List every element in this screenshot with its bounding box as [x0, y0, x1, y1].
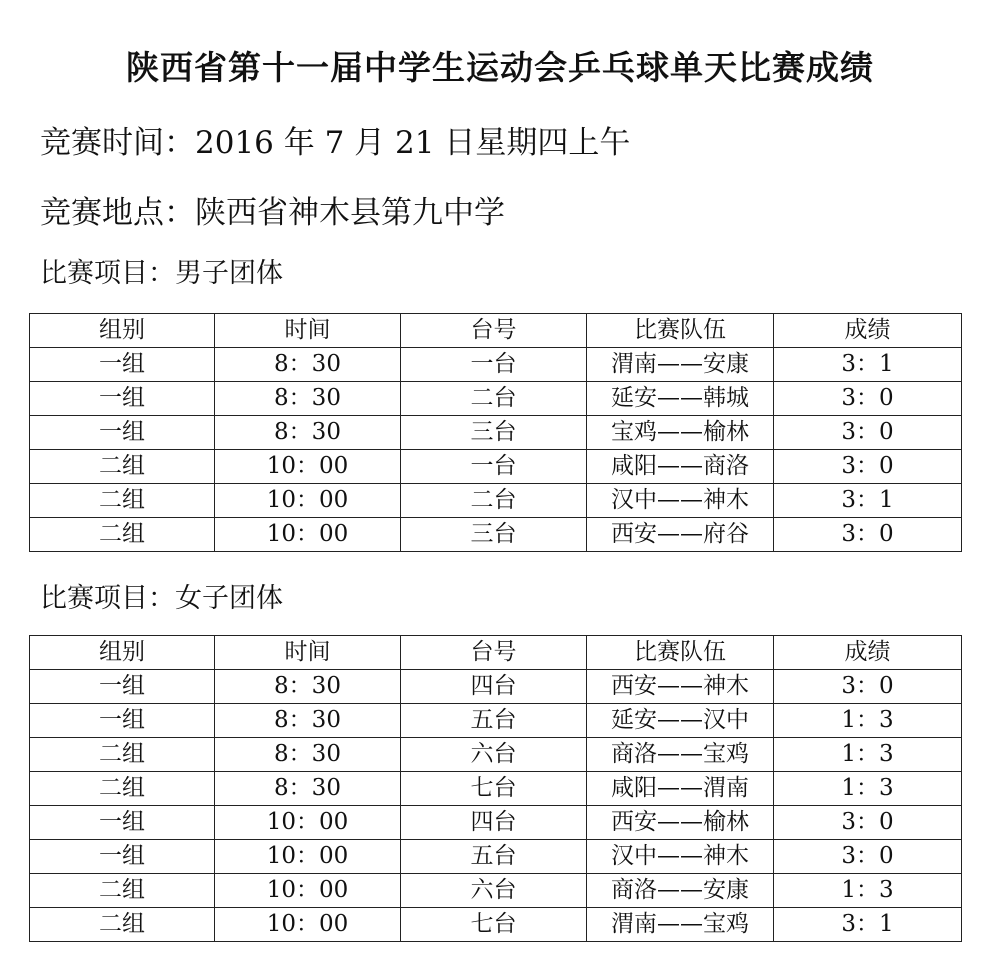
cell-time: 10：00	[215, 450, 401, 484]
cell-table-number: 七台	[401, 772, 587, 806]
competition-time: 竞赛时间：2016 年 7 月 21 日星期四上午	[40, 125, 631, 161]
header-table-number: 台号	[401, 314, 587, 348]
cell-time: 8：30	[215, 704, 401, 738]
cell-time: 8：30	[215, 670, 401, 704]
event-label-men-team: 比赛项目：男子团体	[40, 258, 283, 289]
cell-teams: 汉中——神木	[587, 484, 774, 518]
cell-teams: 延安——汉中	[587, 704, 774, 738]
cell-time: 8：30	[215, 416, 401, 450]
cell-table-number: 五台	[401, 840, 587, 874]
cell-teams: 宝鸡——榆林	[587, 416, 774, 450]
cell-teams: 西安——府谷	[587, 518, 774, 552]
cell-group: 一组	[30, 704, 215, 738]
women-team-results-table	[29, 635, 962, 942]
table-row	[30, 908, 962, 942]
table-header-row	[30, 636, 962, 670]
cell-time: 10：00	[215, 806, 401, 840]
table-header-row	[30, 314, 962, 348]
header-group: 组别	[30, 636, 215, 670]
table-row	[30, 484, 962, 518]
cell-time: 10：00	[215, 908, 401, 942]
cell-table-number: 一台	[401, 450, 587, 484]
cell-score: 3：0	[774, 670, 962, 704]
cell-teams: 商洛——宝鸡	[587, 738, 774, 772]
cell-teams: 延安——韩城	[587, 382, 774, 416]
cell-time: 8：30	[215, 382, 401, 416]
men-team-rows	[30, 348, 962, 552]
cell-table-number: 四台	[401, 670, 587, 704]
cell-teams: 咸阳——商洛	[587, 450, 774, 484]
cell-time: 8：30	[215, 772, 401, 806]
event-label-women-team: 比赛项目：女子团体	[40, 583, 283, 614]
cell-group: 二组	[30, 484, 215, 518]
cell-score: 1：3	[774, 738, 962, 772]
cell-time: 10：00	[215, 874, 401, 908]
cell-table-number: 三台	[401, 416, 587, 450]
cell-score: 3：0	[774, 382, 962, 416]
table-row	[30, 348, 962, 382]
cell-group: 一组	[30, 382, 215, 416]
competition-venue: 竞赛地点：陕西省神木县第九中学	[40, 195, 505, 231]
men-team-results-table	[29, 313, 962, 552]
cell-score: 3：1	[774, 908, 962, 942]
page-title: 陕西省第十一届中学生运动会乒乓球单天比赛成绩	[126, 48, 874, 87]
cell-group: 一组	[30, 416, 215, 450]
header-score: 成绩	[774, 314, 962, 348]
cell-table-number: 七台	[401, 908, 587, 942]
cell-score: 1：3	[774, 704, 962, 738]
table-row	[30, 416, 962, 450]
header-teams: 比赛队伍	[587, 636, 774, 670]
table-row	[30, 874, 962, 908]
header-score: 成绩	[774, 636, 962, 670]
cell-score: 3：0	[774, 840, 962, 874]
cell-group: 一组	[30, 806, 215, 840]
cell-group: 二组	[30, 874, 215, 908]
cell-teams: 西安——榆林	[587, 806, 774, 840]
cell-table-number: 六台	[401, 738, 587, 772]
cell-score: 1：3	[774, 874, 962, 908]
cell-table-number: 一台	[401, 348, 587, 382]
cell-group: 二组	[30, 450, 215, 484]
cell-table-number: 五台	[401, 704, 587, 738]
cell-score: 3：0	[774, 450, 962, 484]
cell-score: 3：0	[774, 416, 962, 450]
cell-group: 一组	[30, 840, 215, 874]
cell-table-number: 三台	[401, 518, 587, 552]
cell-group: 一组	[30, 670, 215, 704]
header-time: 时间	[215, 314, 401, 348]
women-team-rows	[30, 670, 962, 942]
table-row	[30, 840, 962, 874]
cell-teams: 咸阳——渭南	[587, 772, 774, 806]
cell-teams: 汉中——神木	[587, 840, 774, 874]
header-time: 时间	[215, 636, 401, 670]
cell-time: 10：00	[215, 840, 401, 874]
cell-teams: 渭南——安康	[587, 348, 774, 382]
table-row	[30, 450, 962, 484]
cell-group: 一组	[30, 348, 215, 382]
cell-time: 10：00	[215, 484, 401, 518]
cell-table-number: 四台	[401, 806, 587, 840]
table-row	[30, 382, 962, 416]
cell-group: 二组	[30, 738, 215, 772]
cell-time: 10：00	[215, 518, 401, 552]
cell-time: 8：30	[215, 348, 401, 382]
cell-score: 3：1	[774, 484, 962, 518]
cell-table-number: 六台	[401, 874, 587, 908]
cell-group: 二组	[30, 518, 215, 552]
cell-teams: 西安——神木	[587, 670, 774, 704]
header-group: 组别	[30, 314, 215, 348]
cell-group: 二组	[30, 772, 215, 806]
cell-table-number: 二台	[401, 484, 587, 518]
cell-time: 8：30	[215, 738, 401, 772]
cell-score: 1：3	[774, 772, 962, 806]
table-row	[30, 806, 962, 840]
header-table-number: 台号	[401, 636, 587, 670]
cell-teams: 商洛——安康	[587, 874, 774, 908]
cell-score: 3：0	[774, 518, 962, 552]
table-row	[30, 704, 962, 738]
table-row	[30, 738, 962, 772]
cell-score: 3：0	[774, 806, 962, 840]
cell-table-number: 二台	[401, 382, 587, 416]
cell-teams: 渭南——宝鸡	[587, 908, 774, 942]
table-row	[30, 670, 962, 704]
cell-group: 二组	[30, 908, 215, 942]
cell-score: 3：1	[774, 348, 962, 382]
header-teams: 比赛队伍	[587, 314, 774, 348]
table-row	[30, 772, 962, 806]
table-row	[30, 518, 962, 552]
